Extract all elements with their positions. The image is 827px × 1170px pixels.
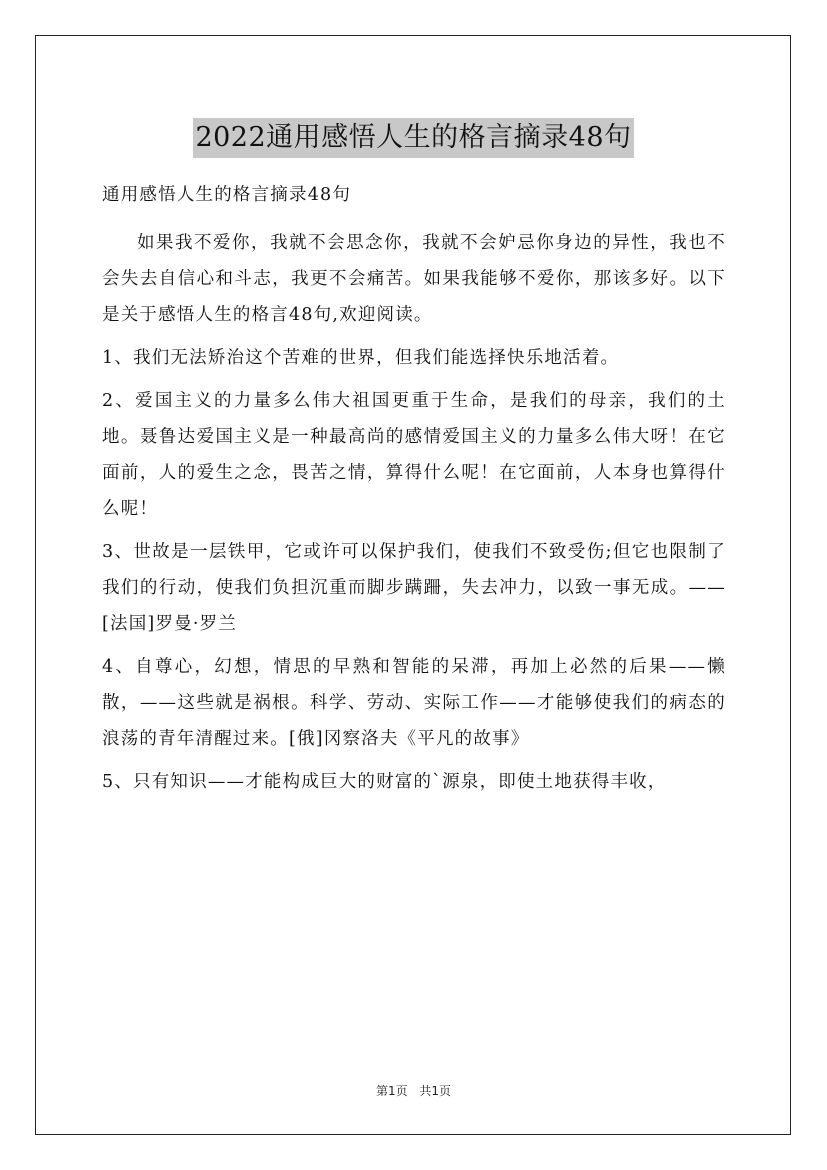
quote-paragraph-1: 1、我们无法矫治这个苦难的世界，但我们能选择快乐地活着。 [102,348,620,368]
page-number: 第1页 [375,1084,408,1098]
page-total: 共1页 [419,1084,452,1098]
document-subtitle: 通用感悟人生的格言摘录48句 [102,185,352,205]
quote-paragraph-4: 4、自尊心，幻想，情思的早熟和智能的呆滞，再加上必然的后果——懒散，——这些就是祸根。科学、劳动、实际工作——才能够使我们的病态的浪荡的青年清醒过来。[俄]冈察洛夫《平凡的故事》 [102,657,726,749]
quote-paragraph-3: 3、世故是一层铁甲，它或许可以保护我们，使我们不致受伤;但它也限制了我们的行动，使我们负担沉重而脚步蹒跚，失去冲力，以致一事无成。——[法国]罗曼·罗兰 [102,542,726,634]
title-container [0,100,827,176]
document-body [102,177,726,807]
quote-paragraph-2: 2、爱国主义的力量多么伟大祖国更重于生命，是我们的母亲，我们的土地。聂鲁达爱国主义是一种最高尚的感情爱国主义的力量多么伟大呀！在它面前，人的爱生之念，畏苦之情，算得什么呢！在它面前，人本身也算得什么呢！ [102,391,726,519]
quote-paragraph-5: 5、只有知识——才能构成巨大的财富的`源泉，即使土地获得丰收， [102,772,667,792]
document-title: 2022通用感悟人生的格言摘录48句 [193,118,633,158]
intro-paragraph: 如果我不爱你，我就不会思念你，我就不会妒忌你身边的异性，我也不会失去自信心和斗志，我更不会痛苦。如果我能够不爱你，那该多好。以下是关于感悟人生的格言48句,欢迎阅读。 [102,233,726,325]
page-footer [0,1082,827,1099]
